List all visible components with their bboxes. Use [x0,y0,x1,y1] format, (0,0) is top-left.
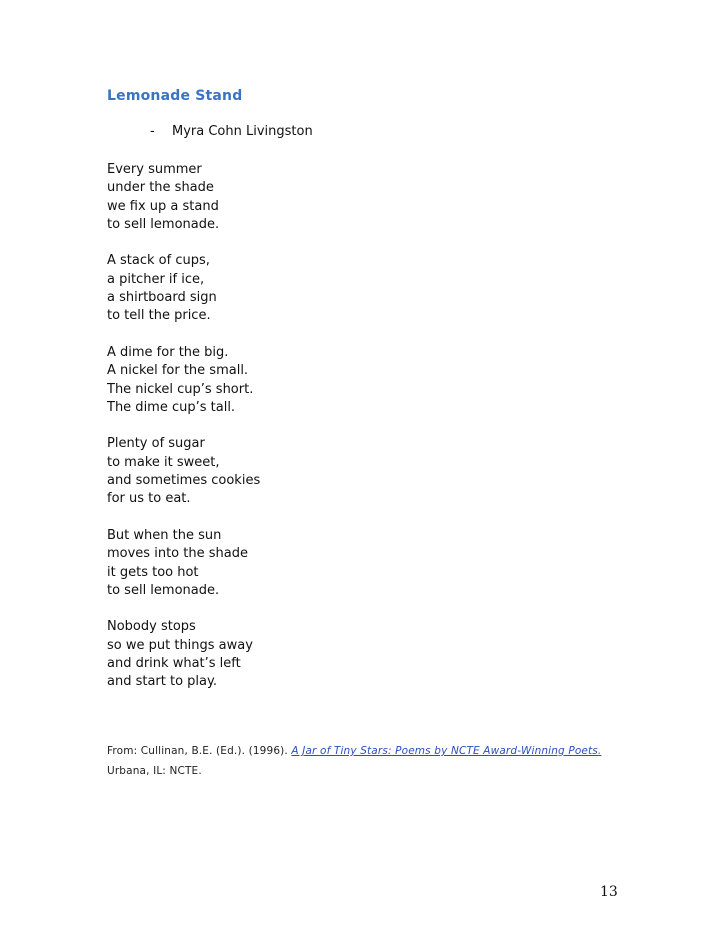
poem-line: Plenty of sugar [107,436,205,452]
citation-publisher: Urbana, IL: NCTE. [107,765,202,777]
poem-line: a pitcher if ice, [107,271,205,287]
poem-line: for us to eat. [107,491,191,507]
stanza [107,344,627,417]
poem-line: under the shade [107,180,214,196]
poem-line: it gets too hot [107,564,199,580]
citation [107,741,647,781]
poem-line: to tell the price. [107,308,211,324]
poem-title: Lemonade Stand [107,88,243,104]
poem-line: and drink what’s left [107,656,241,672]
stanza [107,527,627,600]
poem-line: to sell lemonade. [107,582,220,598]
citation-book-title[interactable]: A Jar of Tiny Stars: Poems by NCTE Award-Winning Poets. [291,745,602,757]
poem-line: moves into the shade [107,546,248,562]
citation-line-1 [107,741,647,761]
poem-body [107,161,627,710]
poem-line: A stack of cups, [107,253,210,269]
author-name: Myra Cohn Livingston [172,124,313,139]
poem-line: and sometimes cookies [107,473,261,489]
stanza [107,435,627,508]
author-dash: - [150,124,155,139]
poem-line: But when the sun [107,527,222,543]
poem-line: and start to play. [107,674,217,690]
page-number: 13 [600,884,618,900]
poem-line: A nickel for the small. [107,363,249,379]
poem-line: to make it sweet, [107,454,220,470]
stanza [107,618,627,691]
poem-line: A dime for the big. [107,344,229,360]
poem-author [150,124,313,139]
poem-line: so we put things away [107,637,253,653]
citation-prefix: From: Cullinan, B.E. (Ed.). (1996). [107,745,288,757]
poem-line: a shirtboard sign [107,290,217,306]
poem-line: The nickel cup’s short. [107,381,254,397]
poem-line: we fix up a stand [107,198,219,214]
stanza [107,161,627,234]
poem-line: to sell lemonade. [107,216,220,232]
poem-line: Nobody stops [107,619,196,635]
poem-line: Every summer [107,162,202,177]
poem-line: The dime cup’s tall. [107,399,236,415]
stanza [107,252,627,325]
